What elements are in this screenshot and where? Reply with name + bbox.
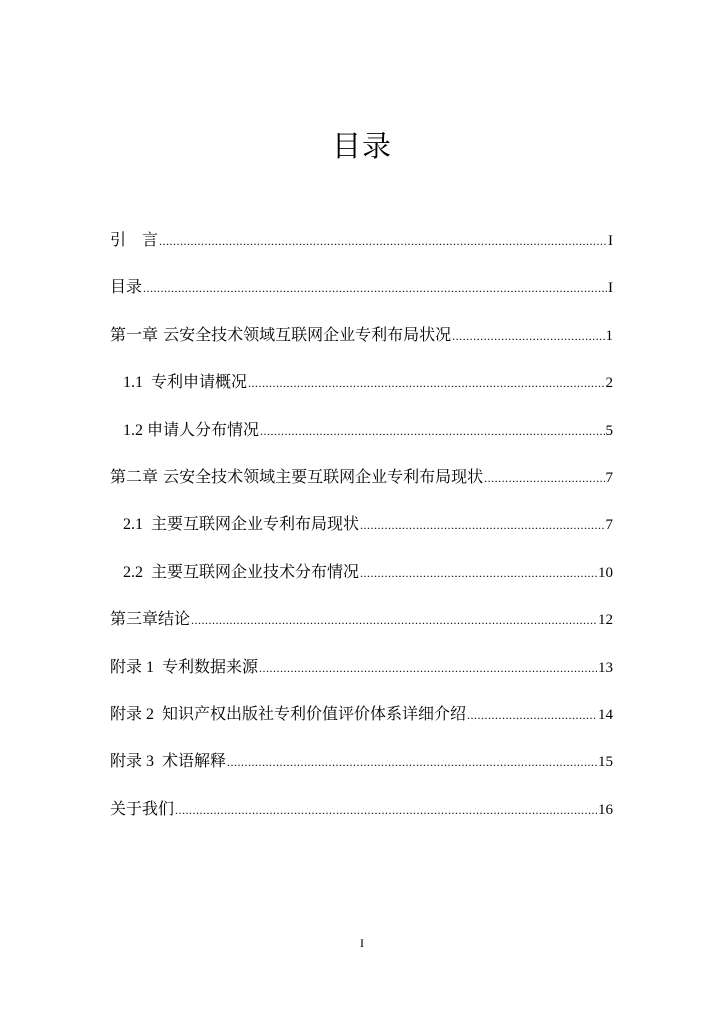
toc-entry-page: 14 bbox=[598, 706, 613, 723]
toc-leader-dots bbox=[260, 417, 604, 445]
page-title: 目录 bbox=[331, 129, 392, 163]
toc-entry-chapter-3[interactable] bbox=[110, 605, 613, 652]
appendix-title: 知识产权出版社专利价值评价体系详细介绍 bbox=[162, 703, 467, 723]
toc-entry-appendix-2[interactable] bbox=[110, 700, 613, 747]
section-title: 主要互联网企业专利布局现状 bbox=[151, 514, 360, 534]
toc-entry-page: 15 bbox=[598, 754, 613, 771]
toc-leader-dots bbox=[159, 227, 607, 255]
toc-entry-label bbox=[123, 510, 359, 539]
toc-entry-appendix-3[interactable] bbox=[110, 747, 613, 794]
section-title: 主要互联网企业技术分布情况 bbox=[151, 561, 360, 581]
toc-leader-dots bbox=[191, 606, 597, 634]
appendix-prefix: 附录 bbox=[110, 656, 143, 676]
toc-entry-contents[interactable] bbox=[110, 273, 613, 320]
toc-entry-section-1-2[interactable] bbox=[110, 416, 613, 463]
page-number: I bbox=[360, 936, 364, 950]
section-title: 申请人分布情况 bbox=[147, 419, 260, 439]
appendix-title: 专利数据来源 bbox=[162, 656, 259, 676]
section-title: 专利申请概况 bbox=[151, 372, 248, 392]
toc-entry-label bbox=[123, 416, 259, 445]
toc-entry-about-us[interactable] bbox=[110, 795, 613, 842]
toc-entry-page: 7 bbox=[605, 517, 613, 534]
toc-leader-dots bbox=[143, 274, 607, 302]
appendix-title: 术语解释 bbox=[162, 751, 227, 771]
toc-entry-label bbox=[123, 558, 359, 587]
toc-entry-page: 1 bbox=[605, 327, 613, 344]
toc-entry-label bbox=[110, 747, 226, 776]
toc-leader-dots bbox=[360, 511, 604, 539]
toc-leader-dots bbox=[467, 701, 597, 729]
toc-entry-label: 第一章 云安全技术领域互联网企业专利布局状况 bbox=[110, 324, 452, 344]
toc-entry-label bbox=[110, 700, 466, 729]
toc-entry-chapter-1[interactable] bbox=[110, 321, 613, 368]
toc-entry-page: 13 bbox=[598, 659, 613, 676]
section-number: 2.1 bbox=[123, 516, 143, 534]
appendix-prefix: 附录 bbox=[110, 751, 143, 771]
toc-leader-dots bbox=[452, 322, 604, 350]
toc-entry-label: 目录 bbox=[110, 277, 143, 297]
toc-entry-section-2-1[interactable] bbox=[110, 510, 613, 557]
toc-leader-dots bbox=[248, 369, 604, 397]
toc-leader-dots bbox=[484, 464, 604, 492]
toc-entry-label bbox=[123, 368, 247, 397]
table-of-contents bbox=[110, 226, 613, 842]
toc-entry-introduction[interactable] bbox=[110, 226, 613, 273]
toc-entry-page: 2 bbox=[605, 375, 613, 392]
toc-entry-page: 10 bbox=[598, 564, 613, 581]
toc-entry-page: 7 bbox=[605, 469, 613, 486]
toc-entry-label: 引 言 bbox=[110, 230, 159, 249]
toc-entry-page: I bbox=[608, 233, 613, 249]
toc-entry-appendix-1[interactable] bbox=[110, 653, 613, 700]
appendix-number: 3 bbox=[146, 753, 155, 771]
toc-entry-label: 关于我们 bbox=[110, 798, 175, 818]
appendix-number: 1 bbox=[146, 658, 155, 676]
toc-leader-dots bbox=[227, 748, 597, 776]
toc-entry-label: 第三章结论 bbox=[110, 609, 191, 629]
toc-entry-chapter-2[interactable] bbox=[110, 463, 613, 510]
toc-entry-page: I bbox=[608, 280, 613, 297]
toc-entry-section-1-1[interactable] bbox=[110, 368, 613, 415]
toc-entry-page: 12 bbox=[598, 612, 613, 629]
section-number: 1.2 bbox=[123, 421, 143, 439]
toc-leader-dots bbox=[360, 559, 597, 587]
toc-entry-page: 16 bbox=[598, 801, 613, 818]
section-number: 2.2 bbox=[123, 563, 143, 581]
toc-entry-page: 5 bbox=[605, 422, 613, 439]
toc-leader-dots bbox=[259, 654, 597, 682]
toc-entry-label bbox=[110, 653, 258, 682]
appendix-prefix: 附录 bbox=[110, 703, 143, 723]
section-number: 1.1 bbox=[123, 374, 143, 392]
appendix-number: 2 bbox=[146, 705, 155, 723]
toc-entry-section-2-2[interactable] bbox=[110, 558, 613, 605]
toc-entry-label: 第二章 云安全技术领域主要互联网企业专利布局现状 bbox=[110, 466, 484, 486]
toc-leader-dots bbox=[175, 796, 597, 824]
